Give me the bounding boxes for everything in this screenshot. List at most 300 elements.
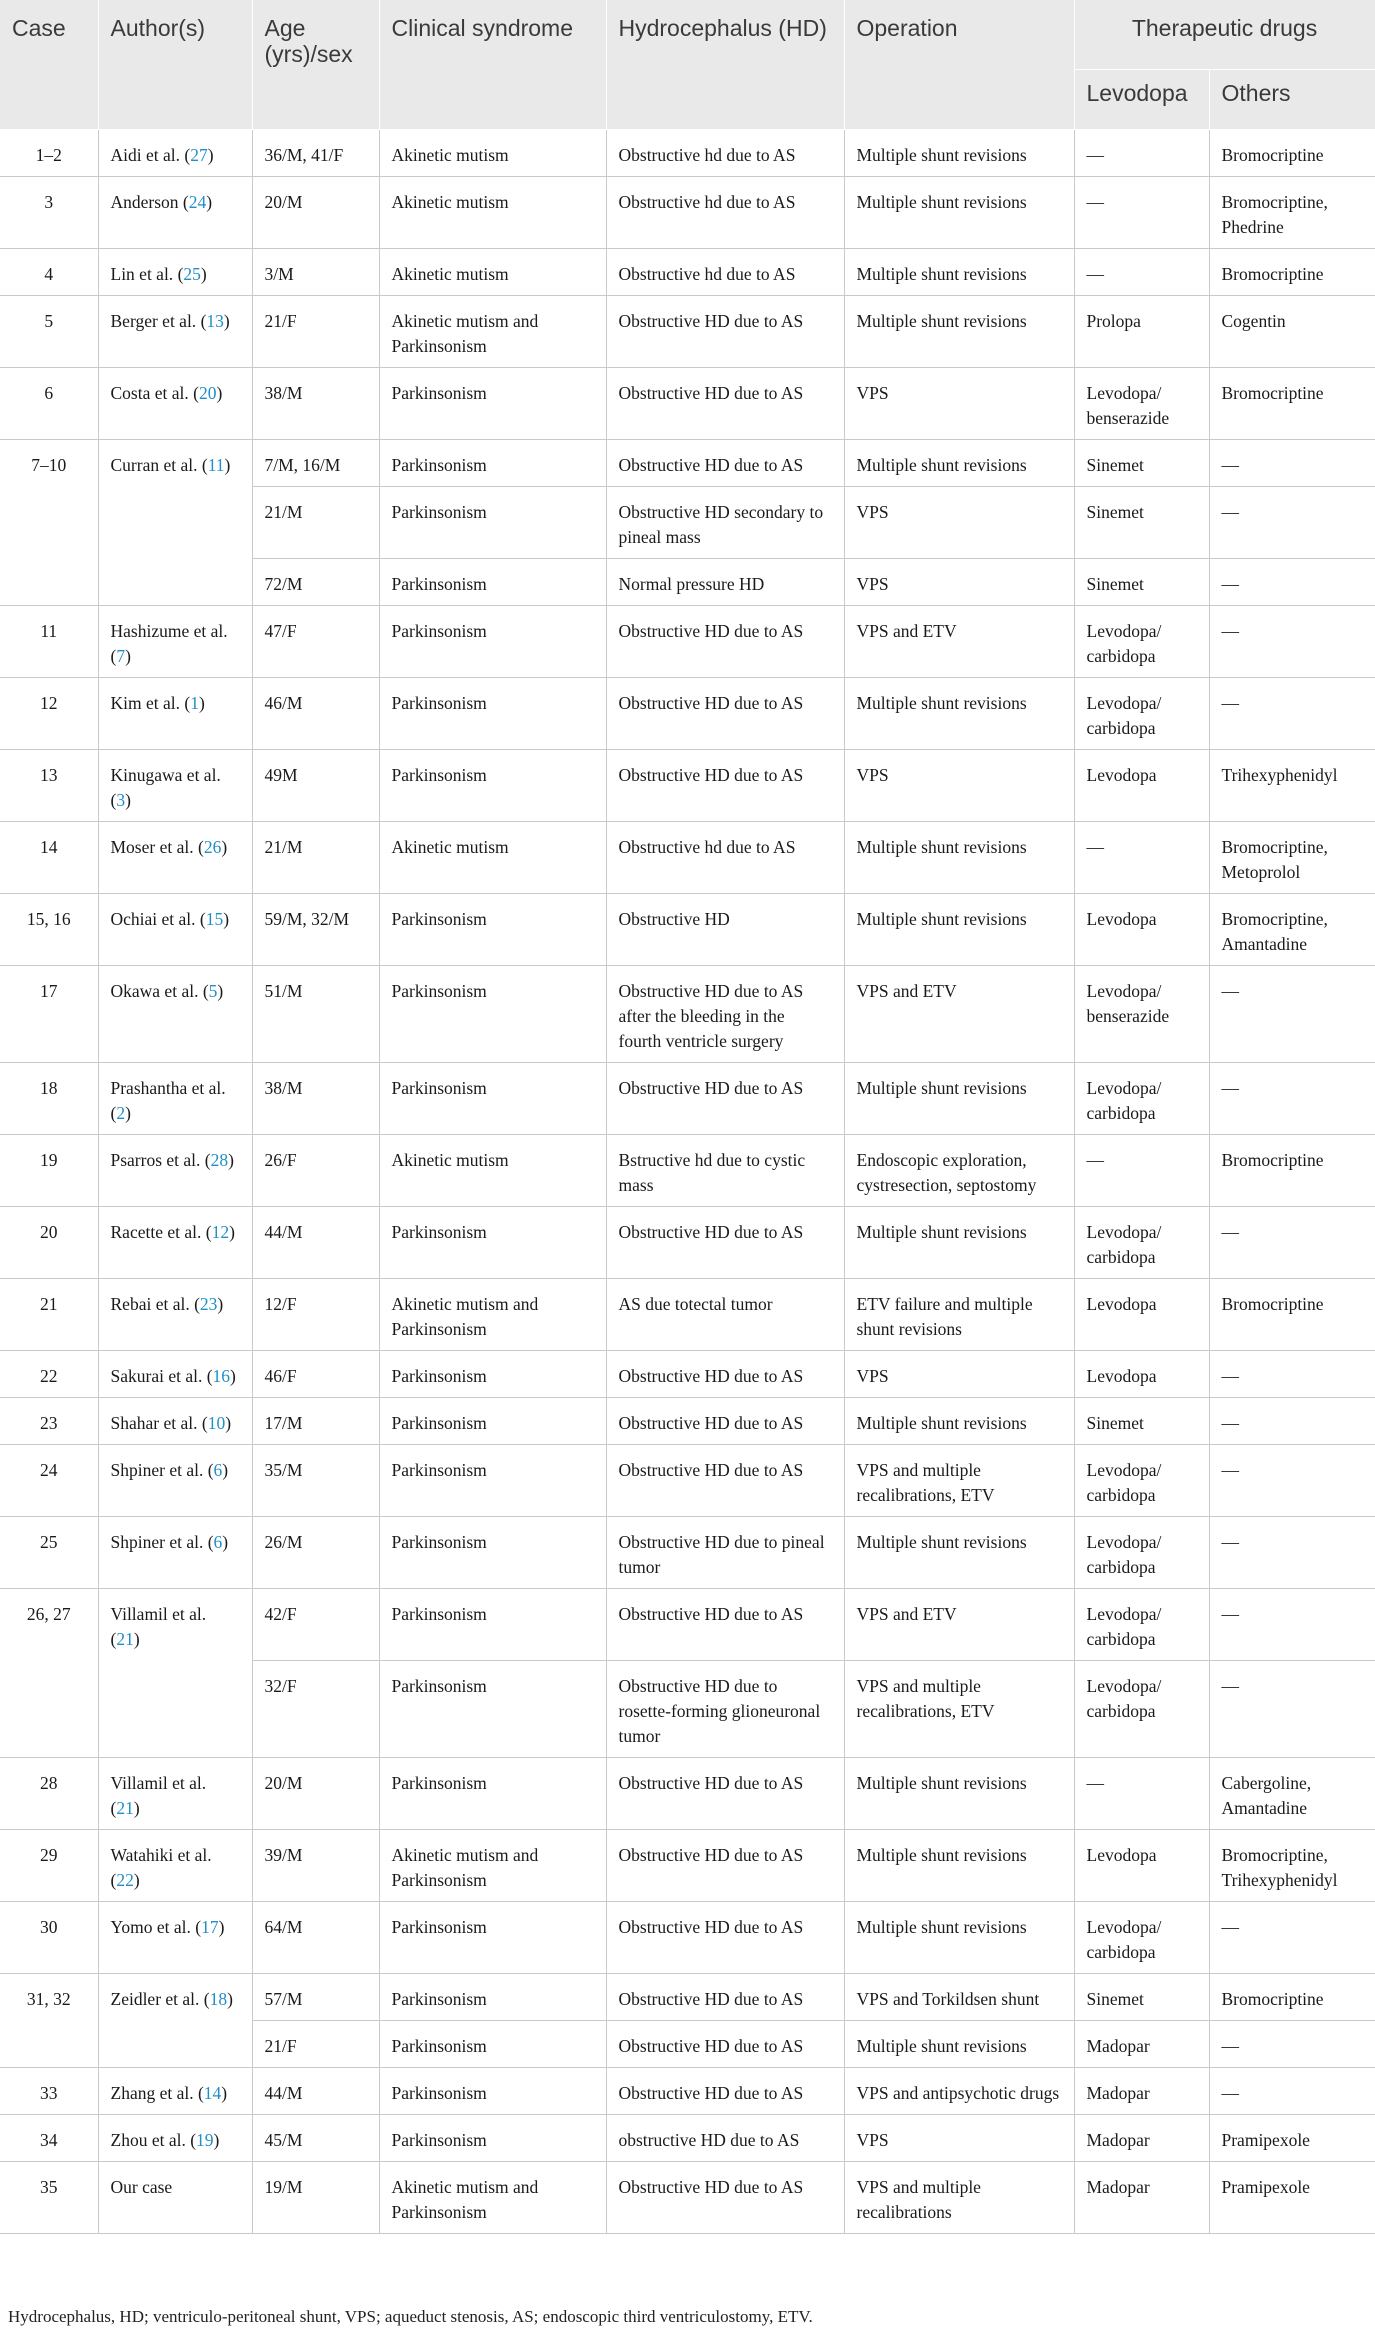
hydrocephalus-cell: Obstructive HD secondary to pineal mass: [606, 487, 844, 559]
case-number: 17: [0, 966, 98, 1063]
operation-cell: Multiple shunt revisions: [844, 894, 1074, 966]
age-sex-cell: 32/F: [252, 1661, 379, 1758]
other-drugs-cell: —: [1209, 1589, 1375, 1661]
clinical-syndrome-cell: Parkinsonism: [379, 440, 606, 487]
clinical-syndrome-cell: Parkinsonism: [379, 966, 606, 1063]
hydrocephalus-cell: AS due totectal tumor: [606, 1279, 844, 1351]
levodopa-cell: Levodopa/ benserazide: [1074, 368, 1209, 440]
reference-link[interactable]: 21: [116, 1629, 134, 1649]
author-name: Kim et al.: [110, 693, 180, 713]
reference-link[interactable]: 18: [209, 1989, 228, 2009]
hydrocephalus-cell: Obstructive HD due to AS: [606, 1902, 844, 1974]
other-drugs-cell: —: [1209, 2021, 1375, 2068]
operation-cell: Multiple shunt revisions: [844, 1830, 1074, 1902]
footnote: Hydrocephalus, HD; ventriculo-peritoneal shunt, VPS; aqueduct stenosis, AS; endoscopic third ventriculostomy, ETV.: [8, 2307, 813, 2326]
table-row: [0, 1279, 1375, 1351]
clinical-syndrome-cell: Akinetic mutism: [379, 822, 606, 894]
other-drugs-cell: Pramipexole: [1209, 2162, 1375, 2234]
author-name: Hashizume et al.: [110, 621, 228, 641]
author-name: Villamil et al.: [110, 1773, 207, 1793]
clinical-syndrome-cell: Parkinsonism: [379, 894, 606, 966]
age-sex-cell: 36/M, 41/F: [252, 130, 379, 177]
author-cell: Ochiai et al. (15): [98, 894, 252, 966]
table-row: [0, 2162, 1375, 2234]
operation-cell: Multiple shunt revisions: [844, 1207, 1074, 1279]
age-sex-cell: 12/F: [252, 1279, 379, 1351]
case-number: 26, 27: [0, 1589, 98, 1758]
hydrocephalus-cell: Obstructive HD due to AS: [606, 2162, 844, 2234]
reference-link[interactable]: 6: [213, 1532, 223, 1552]
author-cell: Kinugawa et al. (3): [98, 750, 252, 822]
operation-cell: Multiple shunt revisions: [844, 249, 1074, 296]
reference-link[interactable]: 10: [207, 1413, 226, 1433]
other-drugs-cell: —: [1209, 1351, 1375, 1398]
table-row: [0, 750, 1375, 822]
case-number: 18: [0, 1063, 98, 1135]
reference-link[interactable]: 7: [116, 646, 126, 666]
levodopa-cell: Levodopa/ carbidopa: [1074, 1661, 1209, 1758]
author-cell: Curran et al. (11): [98, 440, 252, 606]
clinical-syndrome-cell: Parkinsonism: [379, 2068, 606, 2115]
reference-link[interactable]: 21: [116, 1798, 134, 1818]
operation-cell: VPS: [844, 559, 1074, 606]
levodopa-cell: Levodopa/ carbidopa: [1074, 678, 1209, 750]
reference-link[interactable]: 12: [211, 1222, 230, 1242]
hydrocephalus-cell: Obstructive hd due to AS: [606, 177, 844, 249]
other-drugs-cell: —: [1209, 2068, 1375, 2115]
operation-cell: Multiple shunt revisions: [844, 1517, 1074, 1589]
case-number: 6: [0, 368, 98, 440]
clinical-syndrome-cell: Parkinsonism: [379, 1517, 606, 1589]
author-name: Moser et al.: [110, 837, 194, 857]
author-name: Lin et al.: [110, 264, 174, 284]
operation-cell: VPS and multiple recalibrations, ETV: [844, 1661, 1074, 1758]
reference-link[interactable]: 13: [206, 311, 224, 331]
reference-link[interactable]: 25: [183, 264, 201, 284]
levodopa-cell: —: [1074, 177, 1209, 249]
operation-cell: VPS: [844, 2115, 1074, 2162]
case-number: 12: [0, 678, 98, 750]
operation-cell: VPS: [844, 487, 1074, 559]
operation-cell: Multiple shunt revisions: [844, 1398, 1074, 1445]
other-drugs-cell: Cabergoline, Amantadine: [1209, 1758, 1375, 1830]
levodopa-cell: Sinemet: [1074, 1974, 1209, 2021]
author-cell: Zeidler et al. (18): [98, 1974, 252, 2068]
other-drugs-cell: Bromocriptine, Metoprolol: [1209, 822, 1375, 894]
age-sex-cell: 17/M: [252, 1398, 379, 1445]
levodopa-cell: Sinemet: [1074, 440, 1209, 487]
operation-cell: VPS and multiple recalibrations, ETV: [844, 1445, 1074, 1517]
author-name: Aidi et al.: [110, 145, 180, 165]
author-name: Watahiki et al.: [110, 1845, 212, 1865]
case-number: 33: [0, 2068, 98, 2115]
table-row: [0, 368, 1375, 440]
author-name: Yomo et al.: [110, 1917, 191, 1937]
other-drugs-cell: Bromocriptine: [1209, 368, 1375, 440]
levodopa-cell: —: [1074, 249, 1209, 296]
other-drugs-cell: —: [1209, 1661, 1375, 1758]
operation-cell: Multiple shunt revisions: [844, 1758, 1074, 1830]
levodopa-cell: Prolopa: [1074, 296, 1209, 368]
header-operation: Operation: [844, 0, 1074, 130]
age-sex-cell: 39/M: [252, 1830, 379, 1902]
operation-cell: VPS and ETV: [844, 606, 1074, 678]
clinical-syndrome-cell: Parkinsonism: [379, 2115, 606, 2162]
author-name: Racette et al.: [110, 1222, 202, 1242]
other-drugs-cell: Bromocriptine: [1209, 249, 1375, 296]
operation-cell: Endoscopic exploration, cystresection, septostomy: [844, 1135, 1074, 1207]
table-body: [0, 130, 1375, 2234]
case-number: 25: [0, 1517, 98, 1589]
author-name: Rebai et al.: [110, 1294, 190, 1314]
table-row: [0, 177, 1375, 249]
age-sex-cell: 47/F: [252, 606, 379, 678]
operation-cell: Multiple shunt revisions: [844, 822, 1074, 894]
other-drugs-cell: —: [1209, 559, 1375, 606]
hydrocephalus-cell: Obstructive HD due to AS: [606, 296, 844, 368]
age-sex-cell: 21/F: [252, 2021, 379, 2068]
operation-cell: Multiple shunt revisions: [844, 1902, 1074, 1974]
other-drugs-cell: —: [1209, 1902, 1375, 1974]
header-syndrome: Clinical syndrome: [379, 0, 606, 130]
other-drugs-cell: —: [1209, 966, 1375, 1063]
author-name: Berger et al.: [110, 311, 197, 331]
author-name: Prashantha et al.: [110, 1078, 226, 1098]
reference-link[interactable]: 28: [210, 1150, 229, 1170]
reference-link[interactable]: 14: [203, 2083, 222, 2103]
author-cell: Psarros et al. (28): [98, 1135, 252, 1207]
age-sex-cell: 7/M, 16/M: [252, 440, 379, 487]
levodopa-cell: Levodopa/ carbidopa: [1074, 1445, 1209, 1517]
author-cell: Aidi et al. (27): [98, 130, 252, 177]
author-cell: Racette et al. (12): [98, 1207, 252, 1279]
levodopa-cell: Levodopa/ benserazide: [1074, 966, 1209, 1063]
other-drugs-cell: Bromocriptine: [1209, 1974, 1375, 2021]
author-cell: Costa et al. (20): [98, 368, 252, 440]
header-age: Age (yrs)/sex: [252, 0, 379, 130]
hydrocephalus-cell: Normal pressure HD: [606, 559, 844, 606]
author-name: Costa et al.: [110, 383, 189, 403]
hydrocephalus-cell: obstructive HD due to AS: [606, 2115, 844, 2162]
hydrocephalus-cell: Obstructive HD: [606, 894, 844, 966]
age-sex-cell: 26/F: [252, 1135, 379, 1207]
reference-link[interactable]: 5: [208, 981, 218, 1001]
age-sex-cell: 45/M: [252, 2115, 379, 2162]
reference-link[interactable]: 2: [116, 1103, 126, 1123]
reference-link[interactable]: 22: [116, 1870, 134, 1890]
other-drugs-cell: —: [1209, 1207, 1375, 1279]
operation-cell: Multiple shunt revisions: [844, 440, 1074, 487]
clinical-syndrome-cell: Parkinsonism: [379, 487, 606, 559]
table-row: [0, 130, 1375, 177]
other-drugs-cell: Bromocriptine: [1209, 1279, 1375, 1351]
author-cell: Zhang et al. (14): [98, 2068, 252, 2115]
author-cell: Hashizume et al. (7): [98, 606, 252, 678]
case-number: 19: [0, 1135, 98, 1207]
case-number: 31, 32: [0, 1974, 98, 2068]
table-row: [0, 1758, 1375, 1830]
other-drugs-cell: Pramipexole: [1209, 2115, 1375, 2162]
operation-cell: VPS and antipsychotic drugs: [844, 2068, 1074, 2115]
clinical-syndrome-cell: Akinetic mutism: [379, 177, 606, 249]
reference-link[interactable]: 26: [203, 837, 222, 857]
case-number: 1–2: [0, 130, 98, 177]
clinical-syndrome-cell: Parkinsonism: [379, 1351, 606, 1398]
author-cell: Rebai et al. (23): [98, 1279, 252, 1351]
clinical-syndrome-cell: Parkinsonism: [379, 1661, 606, 1758]
reference-link[interactable]: 20: [198, 383, 217, 403]
hydrocephalus-cell: Obstructive HD due to AS after the bleeding in the fourth ventricle surgery: [606, 966, 844, 1063]
reference-link[interactable]: 19: [196, 2130, 214, 2150]
age-sex-cell: 21/F: [252, 296, 379, 368]
other-drugs-cell: Bromocriptine: [1209, 1135, 1375, 1207]
author-name: Kinugawa et al.: [110, 765, 221, 785]
table-row: [0, 1207, 1375, 1279]
reference-link[interactable]: 16: [212, 1366, 231, 1386]
levodopa-cell: Levodopa/ carbidopa: [1074, 1063, 1209, 1135]
levodopa-cell: Sinemet: [1074, 559, 1209, 606]
levodopa-cell: —: [1074, 1135, 1209, 1207]
table-row: [0, 440, 1375, 487]
hydrocephalus-cell: Obstructive HD due to AS: [606, 1830, 844, 1902]
levodopa-cell: Levodopa: [1074, 1351, 1209, 1398]
author-cell: Okawa et al. (5): [98, 966, 252, 1063]
operation-cell: Multiple shunt revisions: [844, 1063, 1074, 1135]
header-authors: Author(s): [98, 0, 252, 130]
clinical-syndrome-cell: Parkinsonism: [379, 1974, 606, 2021]
reference-link[interactable]: 27: [190, 145, 208, 165]
other-drugs-cell: —: [1209, 678, 1375, 750]
hydrocephalus-cell: Obstructive HD due to AS: [606, 1207, 844, 1279]
author-name: Psarros et al.: [110, 1150, 201, 1170]
case-number: 14: [0, 822, 98, 894]
author-name: Zhou et al.: [110, 2130, 186, 2150]
table-row: [0, 966, 1375, 1063]
age-sex-cell: 49M: [252, 750, 379, 822]
age-sex-cell: 44/M: [252, 2068, 379, 2115]
clinical-syndrome-cell: Akinetic mutism: [379, 1135, 606, 1207]
table-row: [0, 1351, 1375, 1398]
hydrocephalus-cell: Obstructive HD due to AS: [606, 678, 844, 750]
operation-cell: VPS and ETV: [844, 966, 1074, 1063]
levodopa-cell: Levodopa/ carbidopa: [1074, 1902, 1209, 1974]
author-cell: Kim et al. (1): [98, 678, 252, 750]
operation-cell: VPS: [844, 1351, 1074, 1398]
hydrocephalus-cell: Obstructive hd due to AS: [606, 130, 844, 177]
case-number: 28: [0, 1758, 98, 1830]
levodopa-cell: Levodopa/ carbidopa: [1074, 606, 1209, 678]
table-row: [0, 822, 1375, 894]
reference-link[interactable]: 3: [116, 790, 126, 810]
hydrocephalus-cell: Obstructive HD due to AS: [606, 1398, 844, 1445]
clinical-syndrome-cell: Parkinsonism: [379, 1758, 606, 1830]
age-sex-cell: 72/M: [252, 559, 379, 606]
reference-link[interactable]: 17: [201, 1917, 219, 1937]
operation-cell: VPS: [844, 750, 1074, 822]
table-row: [0, 2115, 1375, 2162]
hydrocephalus-cell: Obstructive hd due to AS: [606, 249, 844, 296]
clinical-syndrome-cell: Parkinsonism: [379, 1398, 606, 1445]
hydrocephalus-cell: Obstructive HD due to AS: [606, 1589, 844, 1661]
header-hydrocephalus: Hydrocephalus (HD): [606, 0, 844, 130]
case-number: 34: [0, 2115, 98, 2162]
table-row: [0, 606, 1375, 678]
author-name: Shpiner et al.: [110, 1460, 204, 1480]
operation-cell: VPS: [844, 368, 1074, 440]
author-cell: Yomo et al. (17): [98, 1902, 252, 1974]
age-sex-cell: 21/M: [252, 487, 379, 559]
reference-link[interactable]: 23: [199, 1294, 218, 1314]
levodopa-cell: Madopar: [1074, 2115, 1209, 2162]
case-number: 13: [0, 750, 98, 822]
table-row: [0, 1517, 1375, 1589]
hydrocephalus-cell: Bstructive hd due to cystic mass: [606, 1135, 844, 1207]
levodopa-cell: —: [1074, 130, 1209, 177]
case-number: 20: [0, 1207, 98, 1279]
author-name: Our case: [110, 2177, 173, 2197]
other-drugs-cell: —: [1209, 606, 1375, 678]
clinical-syndrome-cell: Akinetic mutism and Parkinsonism: [379, 2162, 606, 2234]
levodopa-cell: Levodopa/ carbidopa: [1074, 1517, 1209, 1589]
other-drugs-cell: —: [1209, 1445, 1375, 1517]
author-cell: Moser et al. (26): [98, 822, 252, 894]
levodopa-cell: Levodopa/ carbidopa: [1074, 1207, 1209, 1279]
hydrocephalus-cell: Obstructive HD due to AS: [606, 750, 844, 822]
author-name: Ochiai et al.: [110, 909, 196, 929]
author-name: Curran et al.: [110, 455, 198, 475]
reference-link[interactable]: 11: [207, 455, 225, 475]
author-cell: Villamil et al. (21): [98, 1589, 252, 1758]
author-cell: Zhou et al. (19): [98, 2115, 252, 2162]
table-row: [0, 1445, 1375, 1517]
clinical-syndrome-cell: Parkinsonism: [379, 559, 606, 606]
operation-cell: Multiple shunt revisions: [844, 2021, 1074, 2068]
clinical-syndrome-cell: Parkinsonism: [379, 368, 606, 440]
clinical-syndrome-cell: Akinetic mutism and Parkinsonism: [379, 1279, 606, 1351]
age-sex-cell: 64/M: [252, 1902, 379, 1974]
other-drugs-cell: Trihexyphenidyl: [1209, 750, 1375, 822]
clinical-syndrome-cell: Parkinsonism: [379, 678, 606, 750]
hydrocephalus-cell: Obstructive HD due to pineal tumor: [606, 1517, 844, 1589]
clinical-syndrome-cell: Akinetic mutism and Parkinsonism: [379, 1830, 606, 1902]
table-row: [0, 1135, 1375, 1207]
clinical-syndrome-cell: Parkinsonism: [379, 2021, 606, 2068]
levodopa-cell: Levodopa: [1074, 1830, 1209, 1902]
hydrocephalus-cell: Obstructive HD due to AS: [606, 368, 844, 440]
reference-link[interactable]: 6: [213, 1460, 223, 1480]
age-sex-cell: 42/F: [252, 1589, 379, 1661]
hydrocephalus-cell: Obstructive HD due to AS: [606, 1351, 844, 1398]
reference-link[interactable]: 15: [205, 909, 224, 929]
author-name: Zeidler et al.: [110, 1989, 200, 2009]
age-sex-cell: 20/M: [252, 177, 379, 249]
author-cell: Watahiki et al. (22): [98, 1830, 252, 1902]
hydrocephalus-cell: Obstructive HD due to AS: [606, 1758, 844, 1830]
case-number: 30: [0, 1902, 98, 1974]
age-sex-cell: 51/M: [252, 966, 379, 1063]
author-cell: Lin et al. (25): [98, 249, 252, 296]
case-number: 29: [0, 1830, 98, 1902]
table-row: [0, 1589, 1375, 1661]
clinical-syndrome-cell: Akinetic mutism: [379, 249, 606, 296]
levodopa-cell: Madopar: [1074, 2021, 1209, 2068]
other-drugs-cell: —: [1209, 1517, 1375, 1589]
hydrocephalus-cell: Obstructive HD due to AS: [606, 606, 844, 678]
hydrocephalus-cell: Obstructive hd due to AS: [606, 822, 844, 894]
other-drugs-cell: Bromocriptine, Amantadine: [1209, 894, 1375, 966]
author-cell: Prashantha et al. (2): [98, 1063, 252, 1135]
case-number: 22: [0, 1351, 98, 1398]
age-sex-cell: 46/F: [252, 1351, 379, 1398]
age-sex-cell: 46/M: [252, 678, 379, 750]
age-sex-cell: 21/M: [252, 822, 379, 894]
header-case: Case: [0, 0, 98, 130]
hydrocephalus-cell: Obstructive HD due to AS: [606, 2068, 844, 2115]
table-row: [0, 1063, 1375, 1135]
operation-cell: VPS and multiple recalibrations: [844, 2162, 1074, 2234]
author-name: Zhang et al.: [110, 2083, 194, 2103]
case-number: 21: [0, 1279, 98, 1351]
author-name: Anderson: [110, 192, 179, 212]
operation-cell: VPS and ETV: [844, 1589, 1074, 1661]
age-sex-cell: 20/M: [252, 1758, 379, 1830]
levodopa-cell: Levodopa: [1074, 750, 1209, 822]
levodopa-cell: Sinemet: [1074, 1398, 1209, 1445]
author-name: Villamil et al.: [110, 1604, 207, 1624]
other-drugs-cell: Bromocriptine, Phedrine: [1209, 177, 1375, 249]
case-number: 4: [0, 249, 98, 296]
operation-cell: Multiple shunt revisions: [844, 130, 1074, 177]
clinical-syndrome-cell: Akinetic mutism and Parkinsonism: [379, 296, 606, 368]
hydrocephalus-cell: Obstructive HD due to AS: [606, 1063, 844, 1135]
author-cell: Shahar et al. (10): [98, 1398, 252, 1445]
clinical-syndrome-cell: Parkinsonism: [379, 606, 606, 678]
other-drugs-cell: Bromocriptine, Trihexyphenidyl: [1209, 1830, 1375, 1902]
hydrocephalus-cell: Obstructive HD due to AS: [606, 2021, 844, 2068]
table-row: [0, 678, 1375, 750]
reference-link[interactable]: 1: [190, 693, 199, 713]
author-cell: Villamil et al. (21): [98, 1758, 252, 1830]
case-number: 24: [0, 1445, 98, 1517]
other-drugs-cell: —: [1209, 487, 1375, 559]
author-cell: Anderson (24): [98, 177, 252, 249]
author-cell: Shpiner et al. (6): [98, 1517, 252, 1589]
levodopa-cell: Levodopa: [1074, 894, 1209, 966]
case-number: 11: [0, 606, 98, 678]
table-row: [0, 296, 1375, 368]
clinical-syndrome-cell: Parkinsonism: [379, 1063, 606, 1135]
age-sex-cell: 19/M: [252, 2162, 379, 2234]
levodopa-cell: Madopar: [1074, 2068, 1209, 2115]
operation-cell: Multiple shunt revisions: [844, 296, 1074, 368]
age-sex-cell: 38/M: [252, 1063, 379, 1135]
levodopa-cell: Levodopa: [1074, 1279, 1209, 1351]
author-cell: Berger et al. (13): [98, 296, 252, 368]
other-drugs-cell: —: [1209, 1063, 1375, 1135]
other-drugs-cell: Cogentin: [1209, 296, 1375, 368]
other-drugs-cell: —: [1209, 440, 1375, 487]
case-number: 35: [0, 2162, 98, 2234]
case-number: 3: [0, 177, 98, 249]
author-cell: Sakurai et al. (16): [98, 1351, 252, 1398]
operation-cell: VPS and Torkildsen shunt: [844, 1974, 1074, 2021]
author-cell: [98, 2162, 252, 2234]
levodopa-cell: Sinemet: [1074, 487, 1209, 559]
age-sex-cell: 26/M: [252, 1517, 379, 1589]
reference-link[interactable]: 24: [188, 192, 207, 212]
levodopa-cell: —: [1074, 822, 1209, 894]
clinical-syndrome-cell: Akinetic mutism: [379, 130, 606, 177]
